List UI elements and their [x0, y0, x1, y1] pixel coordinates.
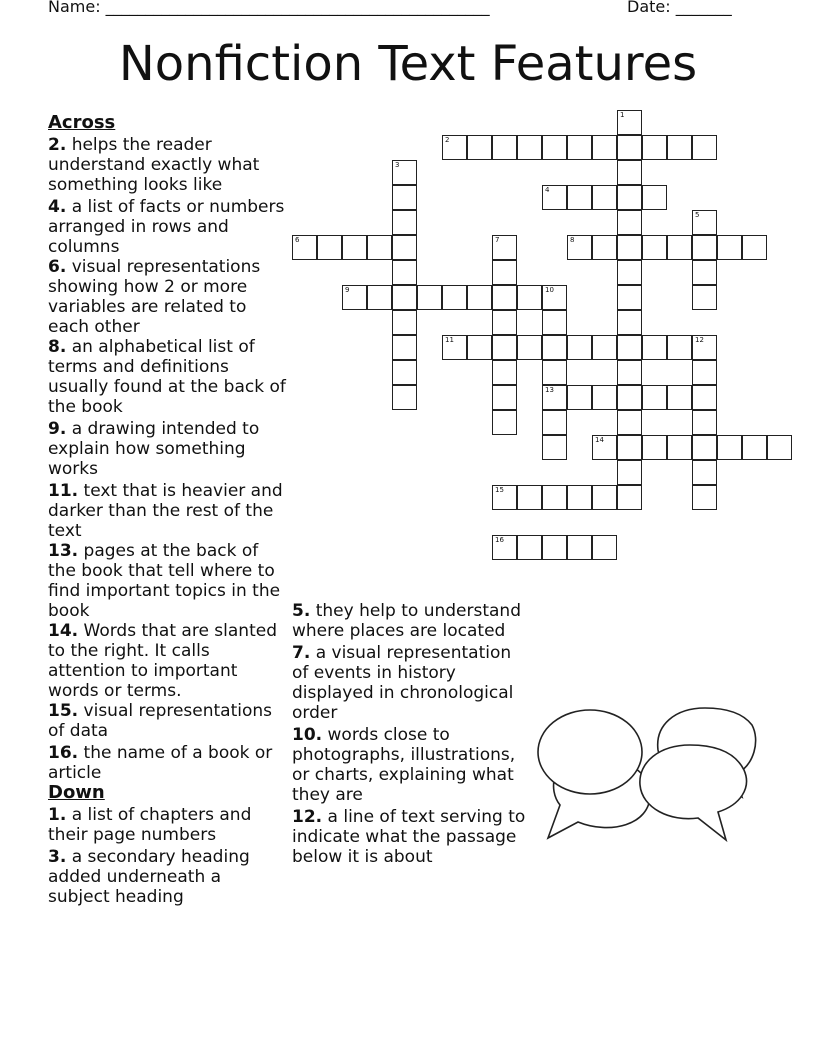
crossword-cell[interactable]	[492, 535, 517, 560]
crossword-cell[interactable]	[692, 360, 717, 385]
crossword-cell[interactable]	[642, 435, 667, 460]
cell-number: 4	[545, 186, 550, 194]
crossword-cell[interactable]	[592, 385, 617, 410]
clue-down-3	[48, 847, 288, 907]
crossword-cell[interactable]	[617, 235, 642, 260]
crossword-cell[interactable]	[542, 435, 567, 460]
clue-number: 14.	[48, 621, 79, 641]
crossword-cell[interactable]	[742, 435, 767, 460]
crossword-cell[interactable]	[517, 135, 542, 160]
clue-text: a list of facts or numbers arranged in rows and columns	[48, 197, 285, 257]
clue-text: a visual representation of events in history displayed in chronological order	[292, 643, 514, 723]
crossword-cell[interactable]	[442, 285, 467, 310]
clue-number: 6.	[48, 257, 67, 277]
crossword-cell[interactable]	[717, 235, 742, 260]
crossword-cell[interactable]	[617, 435, 642, 460]
crossword-cell[interactable]	[567, 185, 592, 210]
cell-number: 7	[495, 236, 500, 244]
clue-text: a secondary heading added underneath a subject heading	[48, 847, 250, 907]
crossword-cell[interactable]	[517, 285, 542, 310]
crossword-cell[interactable]	[492, 410, 517, 435]
crossword-cell[interactable]	[567, 335, 592, 360]
page-title: Nonfiction Text Features	[118, 36, 698, 92]
clue-number: 15.	[48, 701, 79, 721]
clue-across-15	[48, 701, 288, 741]
crossword-cell[interactable]	[517, 535, 542, 560]
crossword-cell[interactable]	[517, 335, 542, 360]
crossword-cell[interactable]	[617, 385, 642, 410]
crossword-cell[interactable]	[692, 285, 717, 310]
crossword-cell[interactable]	[642, 135, 667, 160]
crossword-cell[interactable]	[492, 260, 517, 285]
crossword-cell[interactable]	[392, 385, 417, 410]
clue-text: helps the reader understand exactly what something looks like	[48, 135, 260, 195]
clue-number: 16.	[48, 743, 79, 763]
clue-down-5	[292, 601, 532, 641]
crossword-cell[interactable]	[367, 235, 392, 260]
crossword-cell[interactable]	[542, 285, 567, 310]
clue-across-9	[48, 419, 288, 479]
crossword-cell[interactable]	[392, 335, 417, 360]
speech-bubbles-icon	[530, 700, 770, 850]
crossword-cell[interactable]	[392, 285, 417, 310]
cell-number: 14	[595, 436, 604, 444]
crossword-cell[interactable]	[667, 235, 692, 260]
clues-column-left	[48, 113, 288, 907]
cell-number: 15	[495, 486, 504, 494]
crossword-cell[interactable]	[567, 235, 592, 260]
name-field-label: Name: ________________________________________________	[48, 0, 490, 16]
crossword-cell[interactable]	[542, 535, 567, 560]
cell-number: 11	[445, 336, 454, 344]
clue-number: 13.	[48, 541, 79, 561]
clue-number: 5.	[292, 601, 311, 621]
cell-number: 1	[620, 111, 625, 119]
clue-down-10	[292, 725, 532, 805]
clue-number: 11.	[48, 481, 79, 501]
clue-across-14	[48, 621, 288, 701]
crossword-cell[interactable]	[492, 310, 517, 335]
clue-across-4	[48, 197, 288, 257]
clue-text: pages at the back of the book that tell where to find important topics in the book	[48, 541, 281, 621]
crossword-cell[interactable]	[542, 185, 567, 210]
crossword-cell[interactable]	[692, 235, 717, 260]
clue-number: 4.	[48, 197, 67, 217]
clue-down-12	[292, 807, 532, 867]
cell-number: 3	[395, 161, 400, 169]
clue-number: 2.	[48, 135, 67, 155]
crossword-cell[interactable]	[692, 135, 717, 160]
crossword-cell[interactable]	[592, 135, 617, 160]
clue-text: text that is heavier and darker than the rest of the text	[48, 481, 283, 541]
cell-number: 10	[545, 286, 554, 294]
crossword-cell[interactable]	[617, 110, 642, 135]
crossword-cell[interactable]	[542, 485, 567, 510]
crossword-cell[interactable]	[692, 335, 717, 360]
clue-across-2	[48, 135, 288, 195]
crossword-cell[interactable]	[392, 235, 417, 260]
speech-bubble-front-left	[538, 710, 642, 794]
crossword-cell[interactable]	[567, 385, 592, 410]
crossword-cell[interactable]	[617, 210, 642, 235]
crossword-cell[interactable]	[767, 435, 792, 460]
cell-number: 12	[695, 336, 704, 344]
crossword-cell[interactable]	[567, 135, 592, 160]
crossword-cell[interactable]	[667, 385, 692, 410]
crossword-cell[interactable]	[442, 135, 467, 160]
clue-text: a list of chapters and their page numbers	[48, 805, 252, 845]
crossword-cell[interactable]	[542, 385, 567, 410]
crossword-cell[interactable]	[542, 410, 567, 435]
crossword-cell[interactable]	[542, 335, 567, 360]
crossword-cell[interactable]	[692, 385, 717, 410]
crossword-cell[interactable]	[742, 235, 767, 260]
clue-text: they help to understand where places are located	[292, 601, 521, 641]
crossword-cell[interactable]	[692, 210, 717, 235]
crossword-cell[interactable]	[392, 260, 417, 285]
crossword-cell[interactable]	[467, 135, 492, 160]
crossword-cell[interactable]	[617, 460, 642, 485]
crossword-cell[interactable]	[642, 235, 667, 260]
cell-number: 6	[295, 236, 300, 244]
crossword-cell[interactable]	[592, 435, 617, 460]
clue-text: visual representations of data	[48, 701, 273, 741]
crossword-cell[interactable]	[692, 260, 717, 285]
clue-text: a drawing intended to explain how something works	[48, 419, 260, 479]
clue-number: 8.	[48, 337, 67, 357]
crossword-cell[interactable]	[492, 235, 517, 260]
cell-number: 2	[445, 136, 450, 144]
across-heading: Across	[48, 112, 116, 133]
cell-number: 8	[570, 236, 575, 244]
crossword-cell[interactable]	[392, 210, 417, 235]
clue-across-13	[48, 541, 288, 621]
clue-number: 9.	[48, 419, 67, 439]
clue-down-7	[292, 643, 532, 723]
clue-number: 1.	[48, 805, 67, 825]
clue-down-1	[48, 805, 288, 845]
crossword-cell[interactable]	[617, 135, 642, 160]
crossword-cell[interactable]	[542, 310, 567, 335]
crossword-cell[interactable]	[492, 485, 517, 510]
crossword-cell[interactable]	[542, 360, 567, 385]
crossword-cell[interactable]	[592, 185, 617, 210]
crossword-cell[interactable]	[667, 435, 692, 460]
crossword-cell[interactable]	[392, 310, 417, 335]
cell-number: 5	[695, 211, 700, 219]
crossword-cell[interactable]	[617, 310, 642, 335]
crossword-cell[interactable]	[567, 485, 592, 510]
crossword-cell[interactable]	[617, 285, 642, 310]
crossword-cell[interactable]	[617, 160, 642, 185]
clue-text: the name of a book or article	[48, 743, 273, 783]
crossword-cell[interactable]	[617, 360, 642, 385]
crossword-cell[interactable]	[692, 410, 717, 435]
cell-number: 13	[545, 386, 554, 394]
cell-number: 9	[345, 286, 350, 294]
clue-across-8	[48, 337, 288, 417]
crossword-cell[interactable]	[617, 185, 642, 210]
crossword-cell[interactable]	[642, 185, 667, 210]
clue-number: 3.	[48, 847, 67, 867]
crossword-cell[interactable]	[617, 410, 642, 435]
crossword-cell[interactable]	[292, 235, 317, 260]
crossword-cell[interactable]	[592, 485, 617, 510]
crossword-cell[interactable]	[717, 435, 742, 460]
crossword-cell[interactable]	[467, 335, 492, 360]
crossword-cell[interactable]	[592, 535, 617, 560]
clue-text: visual representations showing how 2 or more variables are related to each other	[48, 257, 261, 337]
crossword-cell[interactable]	[417, 285, 442, 310]
clue-across-6	[48, 257, 288, 337]
crossword-cell[interactable]	[692, 435, 717, 460]
clue-text: a line of text serving to indicate what the passage below it is about	[292, 807, 526, 867]
crossword-cell[interactable]	[492, 385, 517, 410]
clue-text: an alphabetical list of terms and definitions usually found at the back of the book	[48, 337, 286, 417]
crossword-cell[interactable]	[692, 460, 717, 485]
crossword-cell[interactable]	[342, 235, 367, 260]
crossword-cell[interactable]	[617, 485, 642, 510]
crossword-cell[interactable]	[342, 285, 367, 310]
clue-text: Words that are slanted to the right. It calls attention to important words or terms.	[48, 621, 277, 701]
crossword-cell[interactable]	[617, 260, 642, 285]
clue-across-11	[48, 481, 288, 541]
crossword-cell[interactable]	[392, 360, 417, 385]
crossword-cell[interactable]	[692, 485, 717, 510]
crossword-cell[interactable]	[567, 535, 592, 560]
crossword-cell[interactable]	[592, 235, 617, 260]
crossword-cell[interactable]	[467, 285, 492, 310]
crossword-cell[interactable]	[367, 285, 392, 310]
crossword-cell[interactable]	[392, 185, 417, 210]
crossword-cell[interactable]	[617, 335, 642, 360]
crossword-cell[interactable]	[517, 485, 542, 510]
crossword-cell[interactable]	[492, 285, 517, 310]
crossword-cell[interactable]	[642, 335, 667, 360]
speech-bubble-front-right	[640, 745, 747, 840]
clue-across-16	[48, 743, 288, 783]
crossword-cell[interactable]	[442, 335, 467, 360]
crossword-cell[interactable]	[492, 360, 517, 385]
clue-text: words close to photographs, illustrations, or charts, explaining what they are	[292, 725, 516, 805]
crossword-cell[interactable]	[667, 335, 692, 360]
crossword-cell[interactable]	[492, 135, 517, 160]
clue-number: 12.	[292, 807, 323, 827]
date-field-label: Date: _______	[627, 0, 732, 16]
clue-number: 7.	[292, 643, 311, 663]
crossword-cell[interactable]	[592, 335, 617, 360]
clues-column-right	[292, 599, 532, 867]
crossword-cell[interactable]	[317, 235, 342, 260]
down-heading: Down	[48, 782, 105, 803]
cell-number: 16	[495, 536, 504, 544]
crossword-cell[interactable]	[642, 385, 667, 410]
crossword-cell[interactable]	[667, 135, 692, 160]
crossword-cell[interactable]	[392, 160, 417, 185]
clue-number: 10.	[292, 725, 323, 745]
crossword-cell[interactable]	[492, 335, 517, 360]
crossword-cell[interactable]	[542, 135, 567, 160]
